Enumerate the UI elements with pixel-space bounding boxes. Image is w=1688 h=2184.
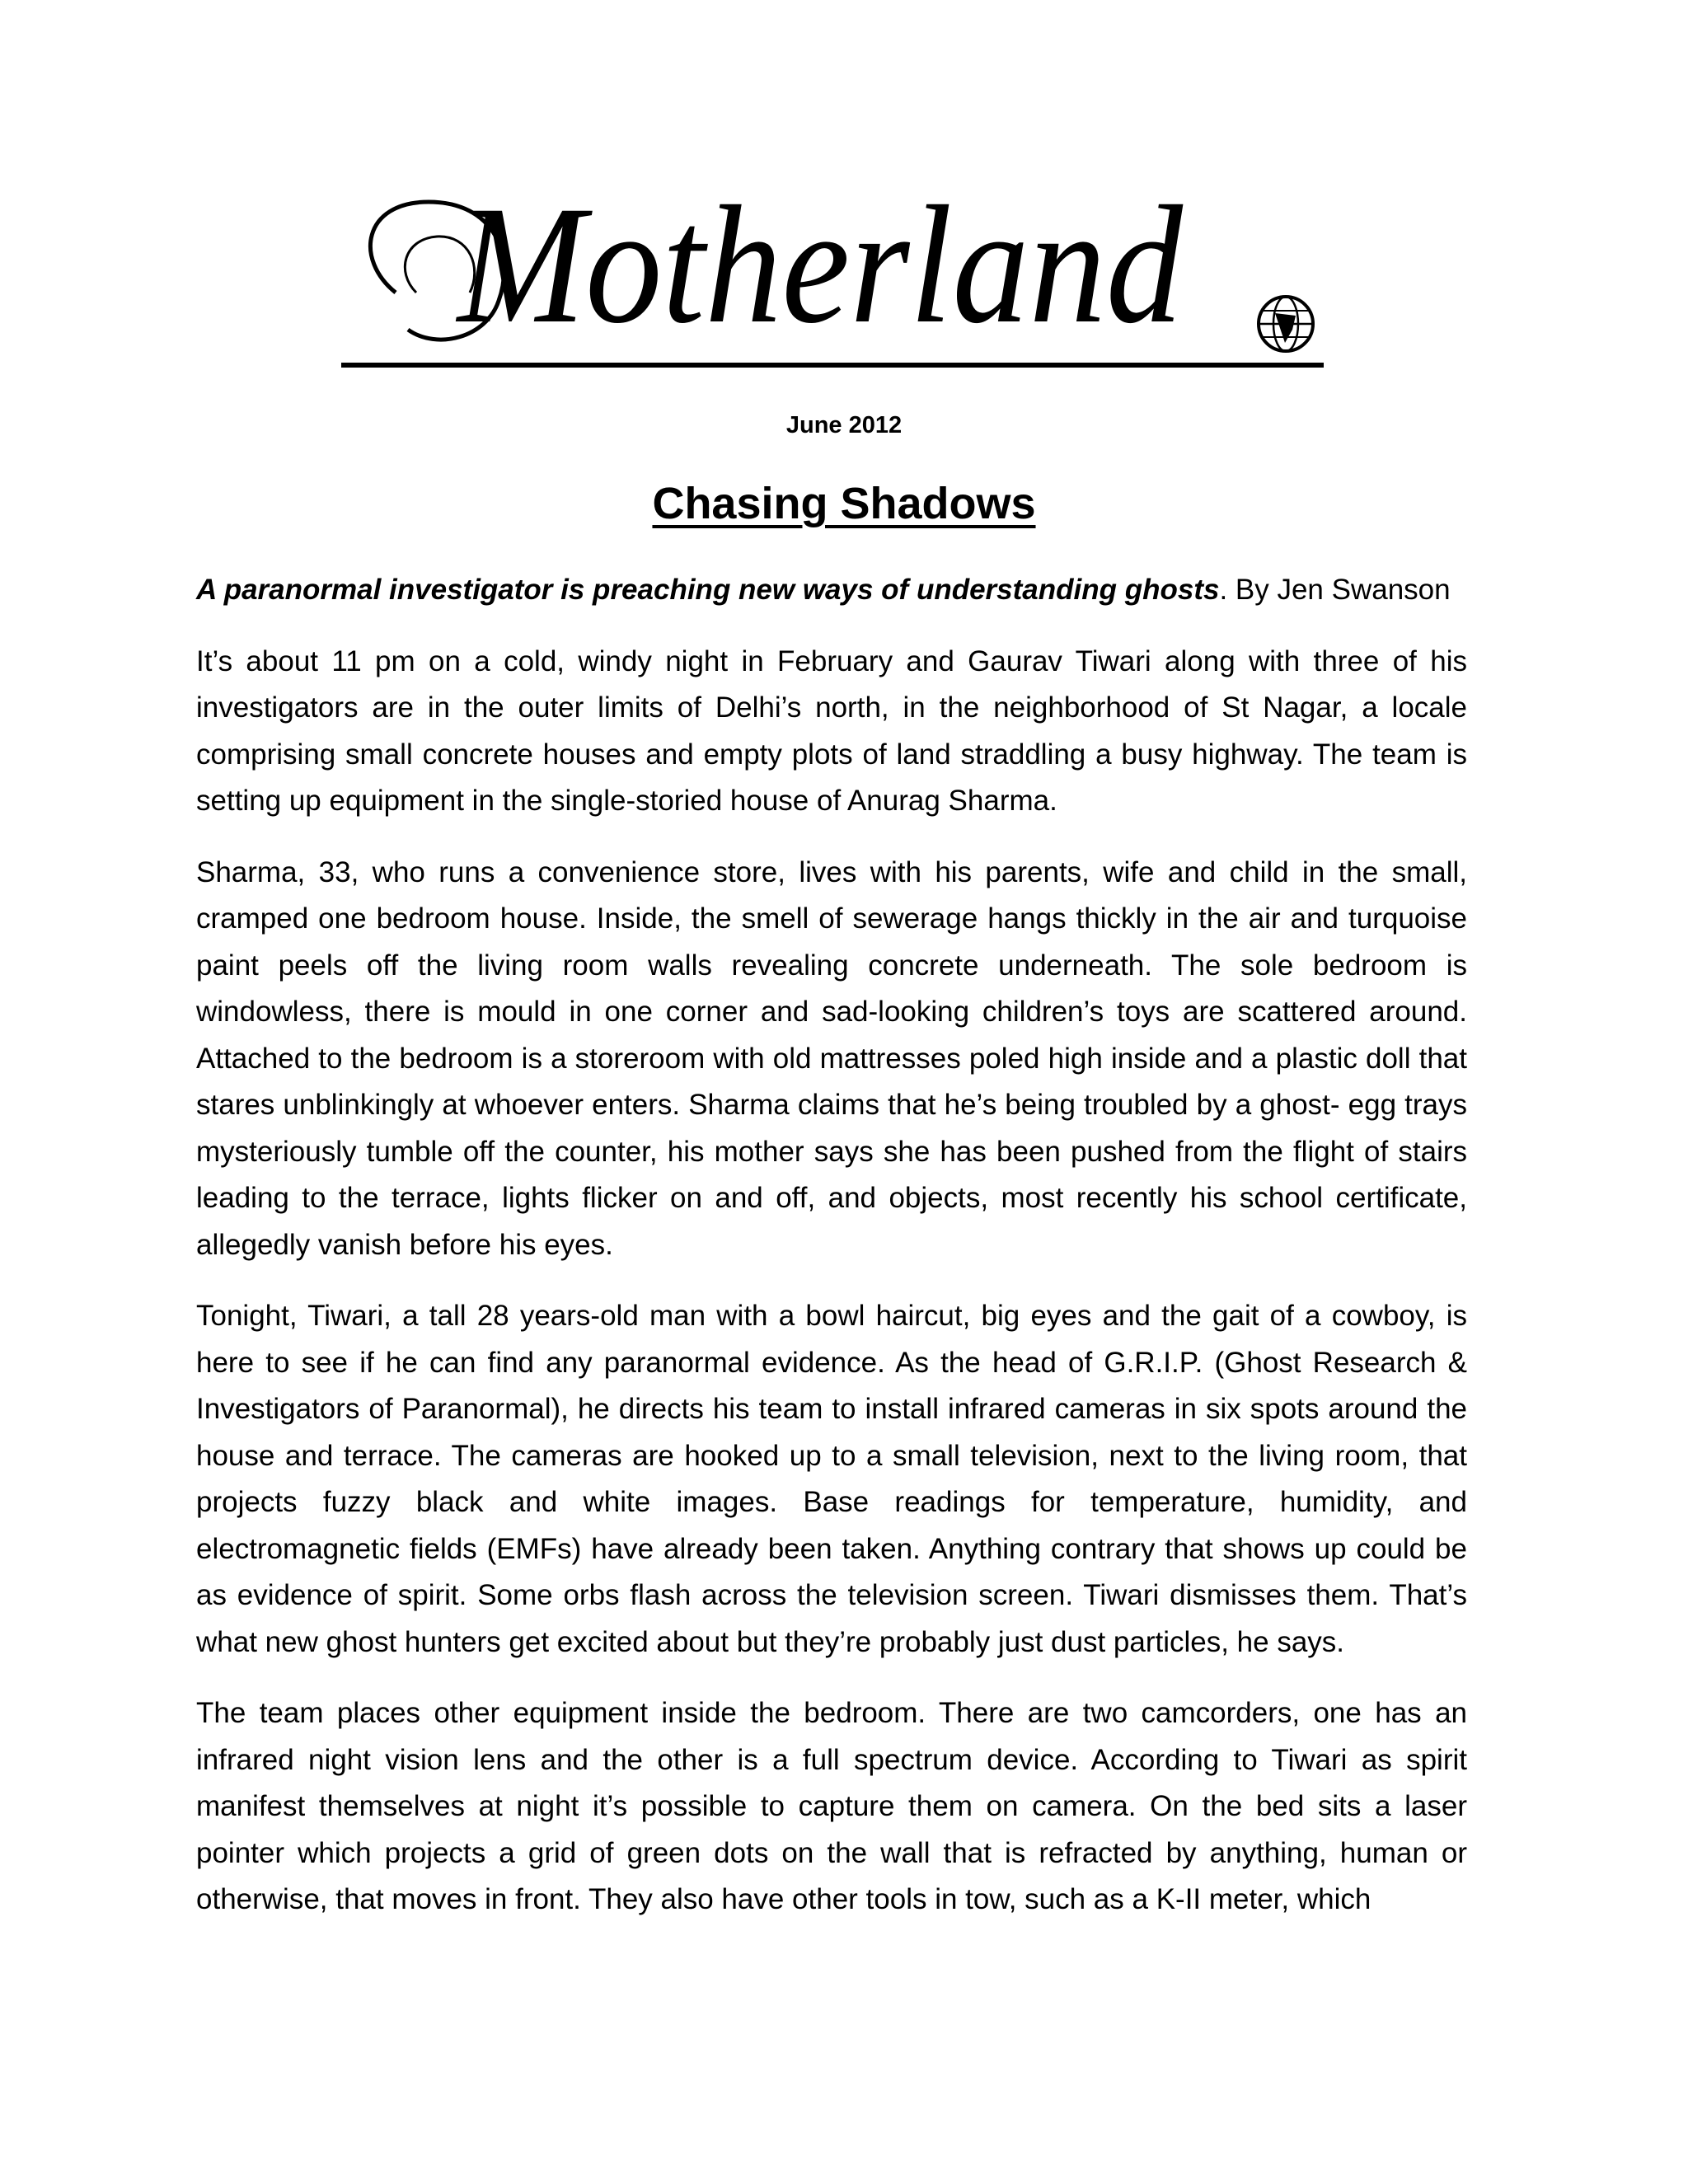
article-byline: . By Jen Swanson: [1219, 574, 1451, 606]
article-paragraph: Tonight, Tiwari, a tall 28 years-old man with a bowl haircut, big eyes and the gait of a cowboy, is here to see if he can find any paranormal evidence. As the head of G.R.I.P. (Ghost Research & Investigators of Paranormal), he directs his team to install infrared cameras in six spots around the house and terrace. The cameras are hooked up to a small television, next to the living room, that projects fuzzy black and white images. Base readings for temperature, humidity, and electromagnetic fields (EMFs) have already been taken. Anything contrary that shows up could be as evidence of spirit. Some orbs flash across the television screen. Tiwari dismisses them. That’s what new ghost hunters get excited about but they’re probably just dust particles, he says.: [196, 1300, 1467, 1658]
article-paragraph: It’s about 11 pm on a cold, windy night in February and Gaurav Tiwari along with three of his investigators are in the outer limits of Delhi’s north, in the neighborhood of St Nagar, a locale comprising small concrete houses and empty plots of land straddling a busy highway. The team is setting up equipment in the single-storied house of Anurag Sharma.: [196, 644, 1467, 817]
article-body: [196, 567, 1467, 1948]
article-headline: Chasing Shadows: [652, 479, 1036, 528]
globe-icon: [1259, 297, 1313, 351]
masthead-rule: [341, 363, 1324, 368]
article-paragraph: Sharma, 33, who runs a convenience store, lives with his parents, wife and child in the small, cramped one bedroom house. Inside, the smell of sewerage hangs thickly in the air and turquoise paint peels off the living room walls revealing concrete underneath. The sole bedroom is windowless, there is mould in one corner and sad-looking children’s toys are scattered around. Attached to the bedroom is a storeroom with old mattresses poled high inside and a plastic doll that stares unblinkingly at whoever enters. Sharma claims that he’s being troubled by a ghost- egg trays mysteriously tumble off the counter, his mother says she has been pushed from the flight of stairs leading to the terrace, lights flicker on and off, and objects, most recently his school certificate, allegedly vanish before his eyes.: [196, 855, 1467, 1261]
article-deck-line: [196, 567, 1467, 614]
issue-date: June 2012: [785, 412, 903, 438]
article-deck: A paranormal investigator is preaching new ways of understanding ghosts: [196, 574, 1220, 606]
masthead-logo: [338, 169, 1327, 375]
logo-wordmark: Motherland: [455, 171, 1184, 359]
article-paragraph: The team places other equipment inside the bedroom. There are two camcorders, one has an infrared night vision lens and the other is a full spectrum device. According to Tiwari as spirit manifest themselves at night it’s possible to capture them on camera. On the bed sits a laser pointer which projects a grid of green dots on the wall that is refracted by anything, human or otherwise, that moves in front. They also have other tools in tow, such as a K-II meter, which: [196, 1697, 1467, 1915]
